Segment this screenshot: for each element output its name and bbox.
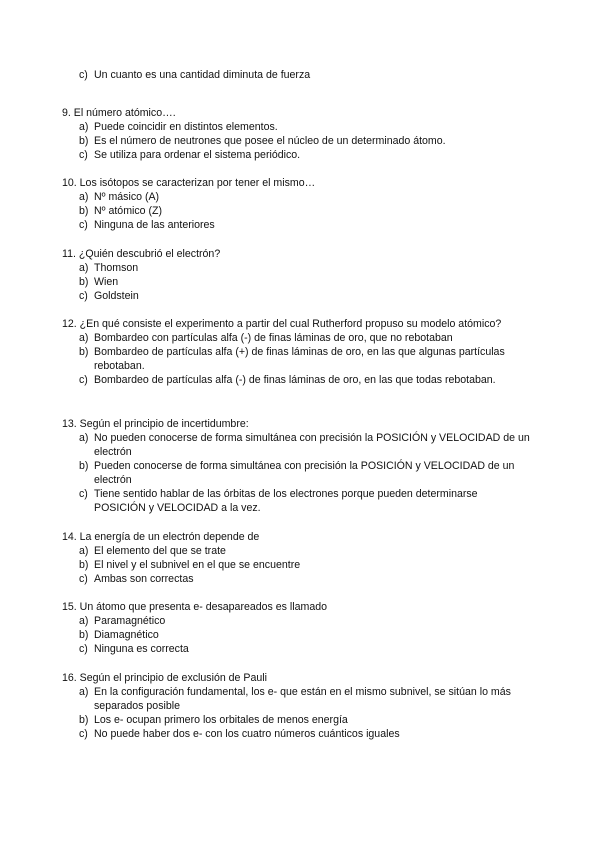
option-text: Bombardeo de partículas alfa (-) de finas láminas de oro, en las que todas rebotaban. bbox=[94, 374, 496, 386]
question-16 bbox=[0, 671, 600, 741]
option-label: c) bbox=[79, 573, 88, 585]
option-item bbox=[0, 345, 600, 373]
option-text: Es el número de neutrones que posee el núcleo de un determinado átomo. bbox=[94, 135, 446, 147]
option-item bbox=[0, 558, 600, 572]
option-label: c) bbox=[79, 728, 88, 740]
option-text: Ninguna es correcta bbox=[94, 643, 189, 655]
option-item bbox=[0, 685, 600, 713]
option-text: No pueden conocerse de forma simultánea con precisión la POSICIÓN y VELOCIDAD de un electrón bbox=[94, 432, 530, 458]
option-item bbox=[0, 487, 600, 515]
option-text: El nivel y el subnivel en el que se encuentre bbox=[94, 559, 301, 571]
option-label: b) bbox=[79, 346, 89, 358]
option-item bbox=[0, 544, 600, 558]
question-title: 9. El número atómico…. bbox=[62, 107, 176, 119]
option-label: c) bbox=[79, 488, 88, 500]
option-item bbox=[0, 190, 600, 204]
question-title: 10. Los isótopos se caracterizan por tener el mismo… bbox=[62, 177, 316, 189]
question-title: 15. Un átomo que presenta e- desapareados es llamado bbox=[62, 601, 328, 613]
option-text: El elemento del que se trate bbox=[94, 545, 226, 557]
option-label: a) bbox=[79, 432, 89, 444]
question-12 bbox=[0, 317, 600, 387]
question-11 bbox=[0, 247, 600, 303]
option-label: b) bbox=[79, 714, 89, 726]
option-item bbox=[0, 614, 600, 628]
option-item bbox=[0, 218, 600, 232]
option-text: Bombardeo de partículas alfa (+) de finas láminas de oro, en las que algunas partículas rebotaban. bbox=[94, 346, 505, 372]
option-label: c) bbox=[79, 149, 88, 161]
option-text: Bombardeo con partículas alfa (-) de finas láminas de oro, que no rebotaban bbox=[94, 332, 453, 344]
option-text: Se utiliza para ordenar el sistema periódico. bbox=[94, 149, 301, 161]
option-text: Tiene sentido hablar de las órbitas de los electrones porque pueden determinarse POSICIÓN y VELOCIDAD a la vez. bbox=[94, 488, 478, 514]
option-item bbox=[0, 134, 600, 148]
option-text: Ambas son correctas bbox=[94, 573, 194, 585]
option-item bbox=[0, 459, 600, 487]
question-title: 16. Según el principio de exclusión de Pauli bbox=[62, 672, 267, 684]
option-label: b) bbox=[79, 629, 89, 641]
option-item bbox=[0, 68, 600, 82]
question-title: 13. Según el principio de incertidumbre: bbox=[62, 418, 249, 430]
option-label: a) bbox=[79, 191, 89, 203]
option-text: Un cuanto es una cantidad diminuta de fuerza bbox=[94, 69, 311, 81]
question-title: 14. La energía de un electrón depende de bbox=[62, 531, 260, 543]
option-label: c) bbox=[79, 69, 88, 81]
option-label: b) bbox=[79, 559, 89, 571]
option-label: a) bbox=[79, 332, 89, 344]
option-label: c) bbox=[79, 219, 88, 231]
option-item bbox=[0, 642, 600, 656]
option-text: Puede coincidir en distintos elementos. bbox=[94, 121, 278, 133]
option-item bbox=[0, 373, 600, 387]
option-text: Nº másico (A) bbox=[94, 191, 160, 203]
question-13 bbox=[0, 417, 600, 515]
option-item bbox=[0, 148, 600, 162]
option-label: b) bbox=[79, 276, 89, 288]
option-item bbox=[0, 331, 600, 345]
option-text: No puede haber dos e- con los cuatro números cuánticos iguales bbox=[94, 728, 400, 740]
option-text: Nº atómico (Z) bbox=[94, 205, 163, 217]
option-item bbox=[0, 275, 600, 289]
question-14 bbox=[0, 530, 600, 586]
option-text: En la configuración fundamental, los e- que están en el mismo subnivel, se sitúan lo más separados posible bbox=[94, 686, 511, 712]
option-text: Wien bbox=[94, 276, 119, 288]
option-item bbox=[0, 120, 600, 134]
question-title: 11. ¿Quién descubrió el electrón? bbox=[62, 248, 221, 260]
question-title: 12. ¿En qué consiste el experimento a partir del cual Rutherford propuso su modelo atómico? bbox=[62, 318, 502, 330]
option-text: Diamagnético bbox=[94, 629, 159, 641]
option-item bbox=[0, 628, 600, 642]
option-label: a) bbox=[79, 615, 89, 627]
option-item bbox=[0, 572, 600, 586]
option-label: a) bbox=[79, 262, 89, 274]
option-text: Ninguna de las anteriores bbox=[94, 219, 215, 231]
option-label: c) bbox=[79, 374, 88, 386]
lead-option-block bbox=[0, 68, 600, 82]
option-text: Goldstein bbox=[94, 290, 139, 302]
question-15 bbox=[0, 600, 600, 656]
option-label: a) bbox=[79, 686, 89, 698]
option-label: c) bbox=[79, 643, 88, 655]
option-text: Pueden conocerse de forma simultánea con precisión la POSICIÓN y VELOCIDAD de un electrón bbox=[94, 460, 515, 486]
option-text: Paramagnético bbox=[94, 615, 166, 627]
option-item bbox=[0, 261, 600, 275]
option-label: b) bbox=[79, 205, 89, 217]
option-item bbox=[0, 289, 600, 303]
option-label: b) bbox=[79, 460, 89, 472]
option-text: Thomson bbox=[94, 262, 139, 274]
option-item bbox=[0, 431, 600, 459]
option-label: a) bbox=[79, 545, 89, 557]
question-9 bbox=[0, 106, 600, 162]
option-item bbox=[0, 713, 600, 727]
question-10 bbox=[0, 176, 600, 232]
option-label: c) bbox=[79, 290, 88, 302]
option-text: Los e- ocupan primero los orbitales de menos energía bbox=[94, 714, 348, 726]
option-label: a) bbox=[79, 121, 89, 133]
option-label: b) bbox=[79, 135, 89, 147]
option-item bbox=[0, 727, 600, 741]
option-item bbox=[0, 204, 600, 218]
